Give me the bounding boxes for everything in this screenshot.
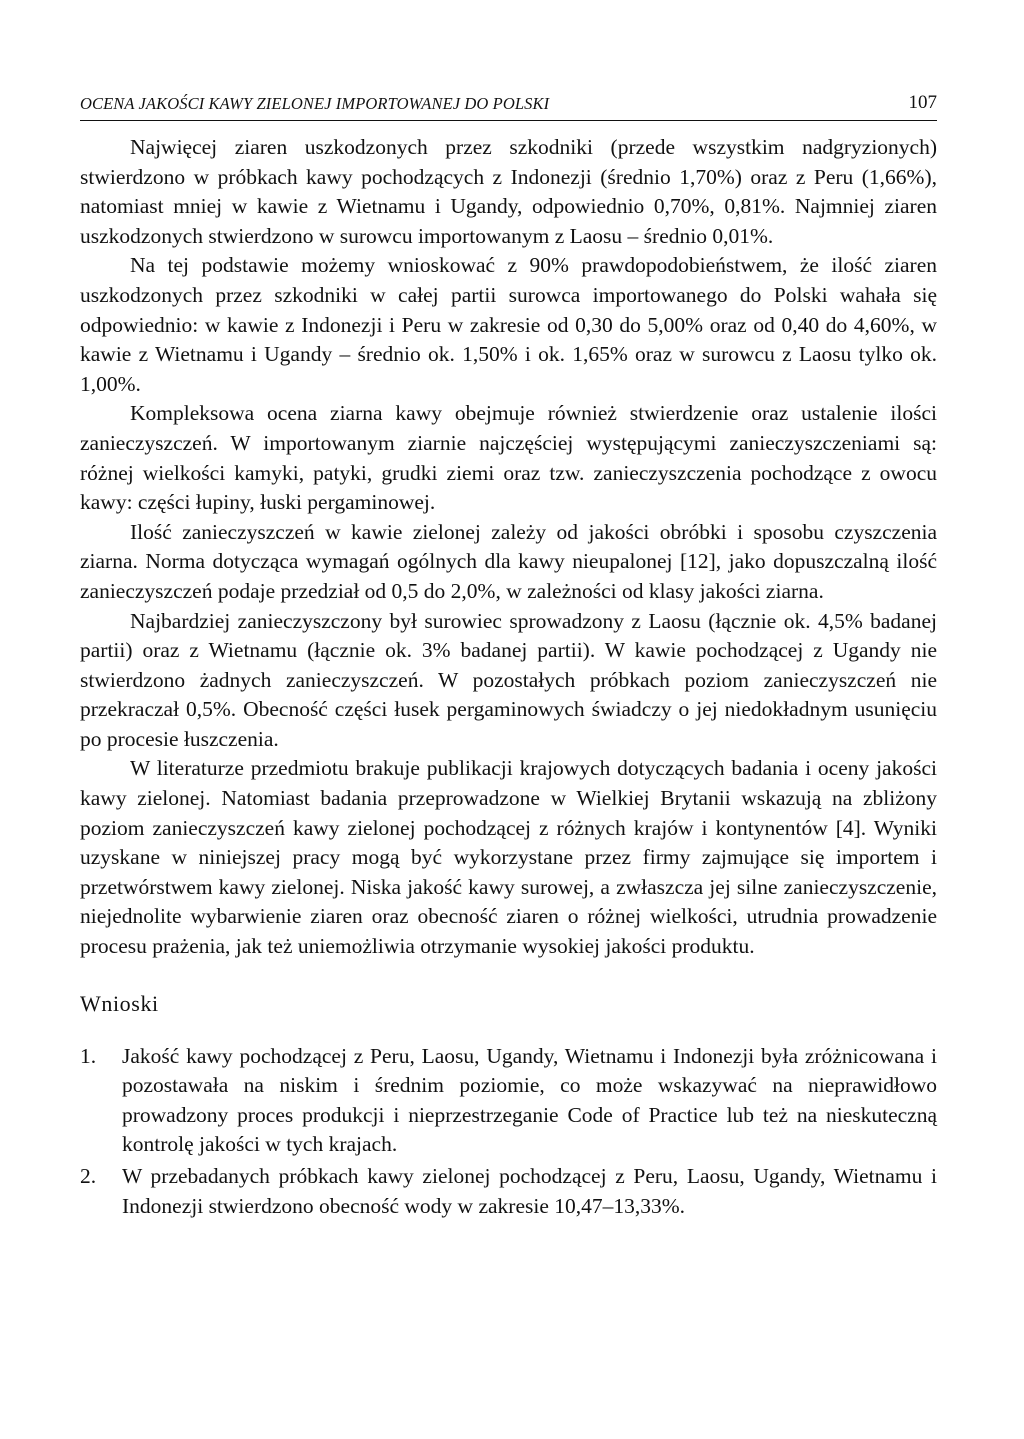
list-item-number: 1. bbox=[80, 1043, 97, 1068]
running-title: OCENA JAKOŚCI KAWY ZIELONEJ IMPORTOWANEJ DO POLSKI bbox=[80, 94, 550, 113]
list-item-text: W przebadanych próbkach kawy zielonej pochodzącej z Peru, Laosu, Ugandy, Wietnamu i Indonezji stwierdzono obecność wody w zakresie 10,47–13,33%. bbox=[122, 1164, 937, 1218]
paragraph: Najwięcej ziaren uszkodzonych przez szkodniki (przede wszystkim nadgryzionych) stwierdzono w próbkach kawy pochodzących z Indonezji (średnio 1,70%) oraz z Peru (1,66%), natomiast mniej w kawie z Wietnamu i Ugandy, odpowiednio 0,70%, 0,81%. Najmniej ziaren uszkodzonych stwierdzono w surowcu importowanym z Laosu – średnio 0,01%. bbox=[80, 135, 937, 248]
page bbox=[80, 86, 937, 1223]
list-item bbox=[80, 1042, 937, 1160]
list-item-text: Jakość kawy pochodzącej z Peru, Laosu, Ugandy, Wietnamu i Indonezji była zróżnicowana i pozostawała na niskim i średnim poziomie, co może wskazywać na nieprawidłowo prowadzony proces produkcji i nieprzestrzeganie Code of Practice lub też na nieskuteczną kontrolę jakości w tych krajach. bbox=[122, 1043, 937, 1157]
list-item bbox=[80, 1162, 937, 1221]
body-text bbox=[80, 133, 937, 962]
running-header bbox=[80, 86, 937, 121]
paragraph: W literaturze przedmiotu brakuje publikacji krajowych dotyczących badania i oceny jakości kawy zielonej. Natomiast badania przeprowadzone w Wielkiej Brytanii wskazują na zbliżony poziom zanieczyszczeń kawy zielonej pochodzącej z różnych krajów i kontynentów [4]. Wyniki uzyskane w niniejszej pracy mogą być wykorzystane przez firmy zajmujące się importem i przetwórstwem kawy zielonej. Niska jakość kawy surowej, a zwłaszcza jej silne zanieczyszczenie, niejednolite wybarwienie ziaren oraz obecność ziaren o różnej wielkości, utrudnia prowadzenie procesu prażenia, jak też uniemożliwia otrzymanie wysokiej jakości produktu. bbox=[80, 756, 937, 959]
paragraph: Ilość zanieczyszczeń w kawie zielonej zależy od jakości obróbki i sposobu czyszczenia ziarna. Norma dotycząca wymagań ogólnych dla kawy nieupalonej [12], jako dopuszczalną ilość zanieczyszczeń podaje przedział od 0,5 do 2,0%, w zależności od klasy jakości ziarna. bbox=[80, 519, 937, 603]
conclusions-list bbox=[80, 1042, 937, 1222]
paragraph: Na tej podstawie możemy wnioskować z 90% prawdopodobieństwem, że ilość ziaren uszkodzonych przez szkodniki w całej partii surowca importowanego do Polski wahała się odpowiednio: w kawie z Indonezji i Peru w zakresie od 0,30 do 5,00% oraz od 0,40 do 4,60%, w kawie z Wietnamu i Ugandy – średnio ok. 1,50% i ok. 1,65% oraz w surowcu z Laosu tylko ok. 1,00%. bbox=[80, 253, 937, 396]
paragraph: Najbardziej zanieczyszczony był surowiec sprowadzony z Laosu (łącznie ok. 4,5% badanej partii) oraz z Wietnamu (łącznie ok. 3% badanej partii). W kawie pochodzącej z Ugandy nie stwierdzono żadnych zanieczyszczeń. W pozostałych próbkach poziom zanieczyszczeń nie przekraczał 0,5%. Obecność części łusek pergaminowych świadczy o jej niedokładnym usunięciu po procesie łuszczenia. bbox=[80, 608, 937, 751]
page-number: 107 bbox=[908, 92, 937, 113]
paragraph: Kompleksowa ocena ziarna kawy obejmuje również stwierdzenie oraz ustalenie ilości zanieczyszczeń. W importowanym ziarnie najczęściej występującymi zanieczyszczeniami są: różnej wielkości kamyki, patyki, grudki ziemi oraz tzw. zanieczyszczenia pochodzące z owocu kawy: części łupiny, łuski pergaminowej. bbox=[80, 401, 937, 515]
list-item-number: 2. bbox=[80, 1164, 97, 1188]
section-heading: Wnioski bbox=[80, 990, 159, 1016]
